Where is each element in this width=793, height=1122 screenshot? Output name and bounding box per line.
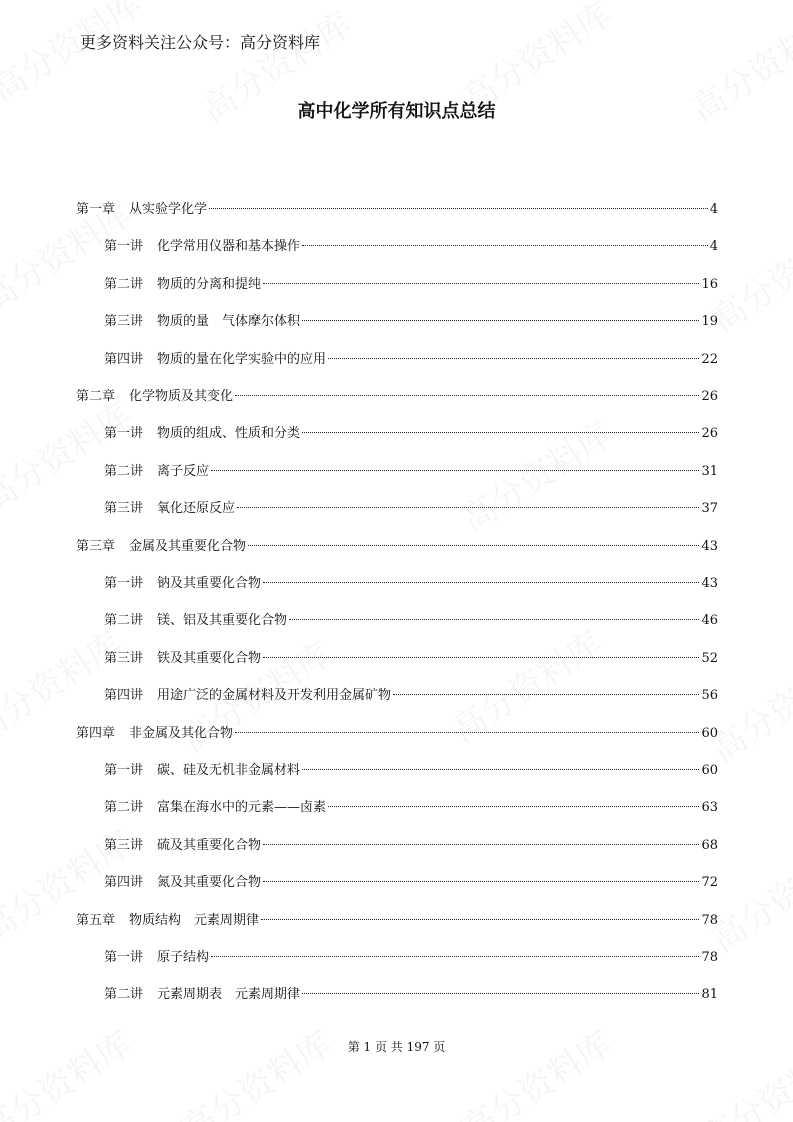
toc-leader-dots (289, 619, 699, 620)
toc-page-number: 19 (701, 314, 718, 329)
toc-lecture-row[interactable] (104, 650, 718, 668)
toc-page-number: 22 (701, 352, 718, 367)
toc-title: 镁、铝及其重要化合物 (157, 613, 288, 628)
toc-chapter-row[interactable] (76, 538, 718, 556)
toc-title: 硫及其重要化合物 (157, 838, 262, 853)
toc-leader-dots (261, 919, 699, 920)
toc-page-number: 60 (701, 726, 718, 741)
toc-leader-dots (211, 956, 699, 957)
toc-lecture-row[interactable] (104, 799, 718, 817)
toc-title: 原子结构 (157, 950, 210, 965)
toc-page-number: 26 (701, 389, 718, 404)
toc-page-number: 26 (701, 426, 718, 441)
toc-title: 钠及其重要化合物 (157, 576, 262, 591)
toc-lecture-row[interactable] (104, 837, 718, 855)
toc-title: 用途广泛的金属材料及开发利用金属矿物 (157, 688, 392, 703)
toc-page-number: 43 (701, 539, 718, 554)
toc-number: 第二讲 (104, 464, 144, 479)
toc-leader-dots (302, 245, 708, 246)
toc-number: 第三讲 (104, 314, 144, 329)
toc-lecture-row[interactable] (104, 351, 718, 369)
toc-title: 从实验学化学 (129, 202, 208, 217)
toc-title: 铁及其重要化合物 (157, 651, 262, 666)
toc-page-number: 60 (701, 763, 718, 778)
watermark-text (0, 0, 150, 111)
toc-page-number: 56 (701, 688, 718, 703)
toc-number: 第二讲 (104, 613, 144, 628)
watermark-text (0, 1018, 140, 1122)
toc-page-number: 37 (701, 501, 718, 516)
toc-leader-dots (235, 395, 699, 396)
toc-page-number: 4 (709, 239, 718, 254)
watermark-text (170, 1018, 339, 1122)
toc-chapter-row[interactable] (76, 201, 718, 219)
toc-leader-dots (393, 694, 699, 695)
toc-title: 物质的组成、性质和分类 (157, 426, 301, 441)
toc-title: 化学物质及其变化 (129, 389, 234, 404)
toc-leader-dots (302, 432, 699, 433)
toc-leader-dots (209, 208, 708, 209)
toc-title: 氧化还原反应 (157, 501, 236, 516)
toc-lecture-row[interactable] (104, 313, 718, 331)
toc-title: 碳、硅及无机非金属材料 (157, 763, 301, 778)
toc-title: 物质的量 气体摩尔体积 (157, 314, 301, 329)
toc-page-number: 78 (701, 950, 718, 965)
toc-number: 第四讲 (104, 875, 144, 890)
toc-number: 第三章 (76, 539, 116, 554)
toc-page-number: 16 (701, 277, 718, 292)
toc-page-number: 81 (701, 987, 718, 1002)
toc-page-number: 63 (701, 800, 718, 815)
toc-number: 第一讲 (104, 426, 144, 441)
toc-number: 第二讲 (104, 987, 144, 1002)
toc-number: 第四章 (76, 726, 116, 741)
toc-lecture-row[interactable] (104, 874, 718, 892)
toc-leader-dots (235, 732, 699, 733)
toc-title: 富集在海水中的元素——卤素 (157, 800, 327, 815)
toc-page-number: 31 (701, 464, 718, 479)
toc-leader-dots (263, 657, 699, 658)
toc-leader-dots (328, 806, 699, 807)
toc-page-number: 52 (701, 651, 718, 666)
toc-leader-dots (263, 881, 699, 882)
toc-chapter-row[interactable] (76, 725, 718, 743)
toc-lecture-row[interactable] (104, 612, 718, 630)
toc-leader-dots (302, 320, 699, 321)
toc-title: 物质的分离和提纯 (157, 277, 262, 292)
toc-number: 第二讲 (104, 277, 144, 292)
toc-title: 非金属及其化合物 (129, 726, 234, 741)
toc-lecture-row[interactable] (104, 463, 718, 481)
toc-page-number: 68 (701, 838, 718, 853)
toc-number: 第二讲 (104, 800, 144, 815)
toc-leader-dots (263, 844, 699, 845)
toc-page-number: 78 (701, 913, 718, 928)
toc-number: 第一讲 (104, 950, 144, 965)
toc-number: 第四讲 (104, 688, 144, 703)
toc-leader-dots (237, 507, 699, 508)
toc-lecture-row[interactable] (104, 762, 718, 780)
toc-number: 第三讲 (104, 838, 144, 853)
toc-number: 第一讲 (104, 239, 144, 254)
toc-number: 第一讲 (104, 763, 144, 778)
toc-lecture-row[interactable] (104, 276, 718, 294)
toc-number: 第五章 (76, 913, 116, 928)
toc-leader-dots (263, 582, 699, 583)
toc-number: 第二章 (76, 389, 116, 404)
toc-chapter-row[interactable] (76, 912, 718, 930)
toc-leader-dots (248, 545, 699, 546)
watermark-text (450, 1018, 619, 1122)
toc-number: 第一章 (76, 202, 116, 217)
toc-leader-dots (302, 993, 699, 994)
toc-lecture-row[interactable] (104, 500, 718, 518)
toc-lecture-row[interactable] (104, 575, 718, 593)
page-footer: 第 1 页 共 197 页 (347, 1040, 446, 1054)
toc-title: 金属及其重要化合物 (129, 539, 247, 554)
toc-lecture-row[interactable] (104, 425, 718, 443)
toc-number: 第三讲 (104, 501, 144, 516)
toc-leader-dots (263, 283, 699, 284)
toc-lecture-row[interactable] (104, 687, 718, 705)
toc-title: 离子反应 (157, 464, 210, 479)
toc-leader-dots (211, 470, 699, 471)
toc-title: 氮及其重要化合物 (157, 875, 262, 890)
toc-page-number: 46 (701, 613, 718, 628)
promo-header: 更多资料关注公众号：高分资料库 (80, 33, 321, 52)
toc-number: 第三讲 (104, 651, 144, 666)
toc-lecture-row[interactable] (104, 238, 718, 256)
toc-title: 物质结构 元素周期律 (129, 913, 260, 928)
toc-leader-dots (328, 358, 699, 359)
toc-number: 第四讲 (104, 352, 144, 367)
toc-page-number: 72 (701, 875, 718, 890)
toc-title: 元素周期表 元素周期律 (157, 987, 301, 1002)
toc-lecture-row[interactable] (104, 986, 718, 1004)
toc-lecture-row[interactable] (104, 949, 718, 967)
toc-chapter-row[interactable] (76, 388, 718, 406)
toc-page-number: 4 (709, 202, 718, 217)
toc-leader-dots (302, 769, 699, 770)
toc-number: 第一讲 (104, 576, 144, 591)
toc-title: 物质的量在化学实验中的应用 (157, 352, 327, 367)
toc-title: 化学常用仪器和基本操作 (157, 239, 301, 254)
page-title: 高中化学所有知识点总结 (297, 101, 496, 122)
toc-page-number: 43 (701, 576, 718, 591)
